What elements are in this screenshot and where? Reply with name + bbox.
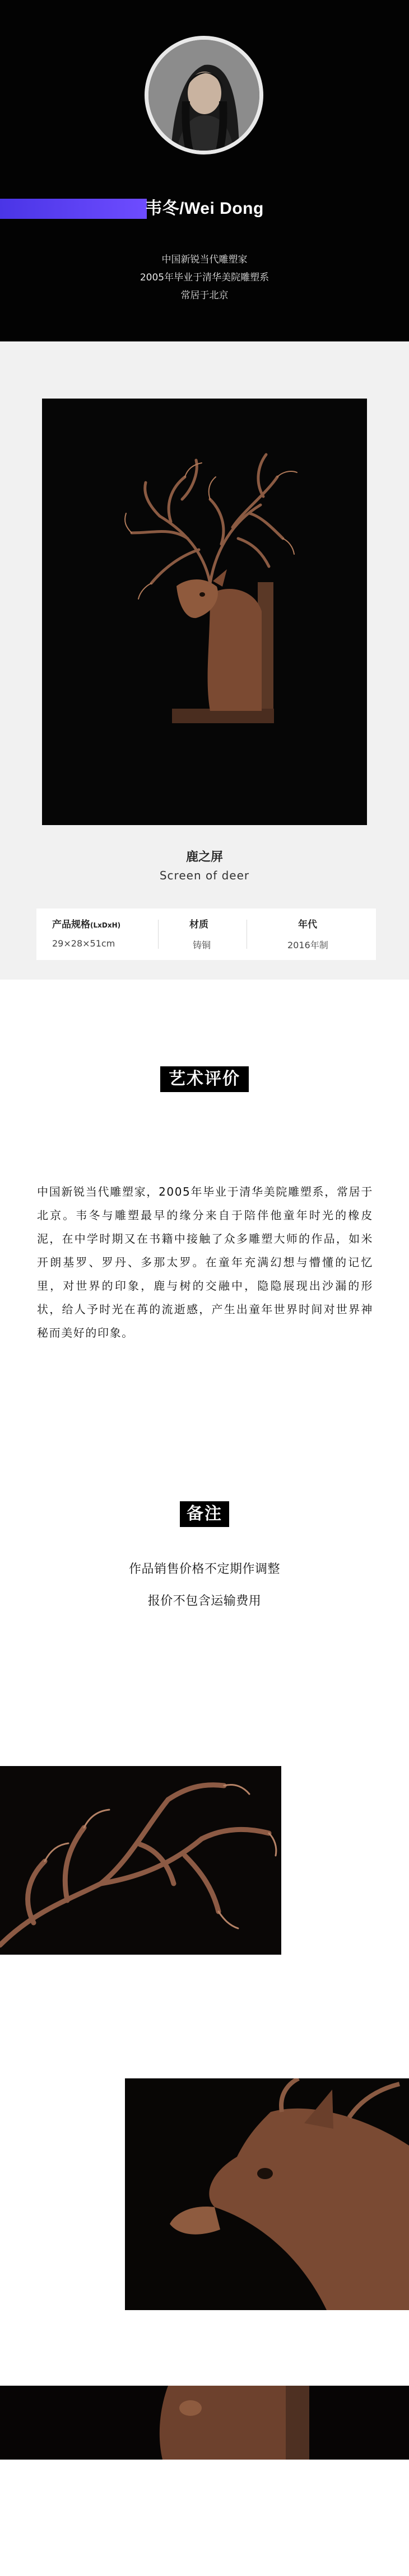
bio-line: 常居于北京: [180, 290, 229, 301]
spec-material-label: 材质: [189, 919, 208, 930]
spec-size-label: 产品规格(LxDxH): [52, 919, 121, 930]
detail-photo-antlers: [0, 1766, 281, 1955]
note-line: 报价不包含运输费用: [147, 1594, 262, 1608]
spec-divider: [158, 920, 159, 949]
bio-line: 2005年毕业于清华美院雕塑系: [140, 272, 269, 283]
artist-bio: [0, 251, 409, 305]
review-heading: 艺术评价: [160, 1066, 249, 1092]
artist-portrait-photo: [148, 40, 259, 151]
antler-detail-image: [0, 1766, 281, 1955]
deer-sculpture-image: [42, 399, 367, 825]
artwork-subtitle: Screen of deer: [159, 869, 250, 882]
spec-year-label: 年代: [298, 919, 317, 930]
artwork-photo: [42, 399, 367, 825]
stand-detail-image: [0, 2386, 409, 2460]
artist-name: 韦冬/Wei Dong: [145, 199, 264, 218]
spec-size-value: 29×28×51cm: [52, 938, 115, 949]
bio-line: 中国新锐当代雕塑家: [161, 254, 248, 265]
deer-head-detail-image: [125, 2078, 409, 2310]
note-line: 作品销售价格不定期作调整: [128, 1562, 280, 1576]
artwork-title: 鹿之屏: [185, 850, 223, 864]
notes-heading: 备注: [180, 1501, 229, 1527]
avatar: [148, 40, 259, 151]
spec-year-value: 2016年制: [287, 940, 328, 950]
spec-material-value: 铸铜: [193, 940, 211, 950]
review-text: 中国新锐当代雕塑家，2005年毕业于清华美院雕塑系，常居于北京。韦冬与雕塑最早的缘分来自于陪伴他童年时光的橡皮泥，在中学时期又在书籍中接触了众多雕塑大师的作品，如米开朗基罗、罗丹、多那太罗。在童年充满幻想与懵懂的记忆里，对世界的印象，鹿与树的交融中，隐隐展现出沙漏的形状，给人予时光在苒的流逝感，产生出童年世界时间对世界神秘而美好的印象。: [37, 1185, 373, 1339]
detail-photo-stand: [0, 2386, 409, 2460]
detail-photo-head: [125, 2078, 409, 2310]
